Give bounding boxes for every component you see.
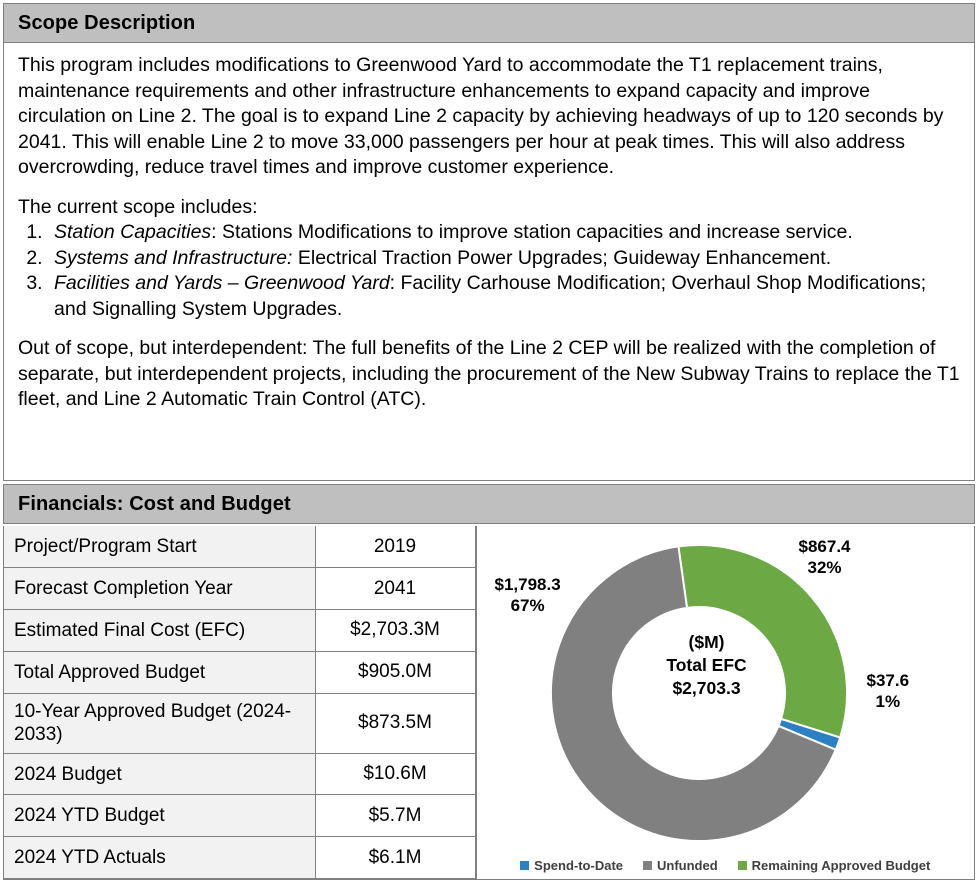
table-row — [4, 795, 475, 837]
financials-table — [4, 526, 476, 879]
scope-paragraph-1: This program includes modifications to Greenwood Yard to accommodate the T1 replacement trains, maintenance requirements and other infrastructure enhancements to expand capacity and improve circulation on Line 2. The goal is to expand Line 2 capacity by achieving headways of up to 120 seconds by 2041. This will enable Line 2 to move 33,000 passengers per hour at peak times. This will also address overcrowding, reduce travel times and improve customer experience. — [18, 54, 944, 178]
donut-label-value: $867.4 — [798, 537, 851, 556]
table-row — [4, 568, 475, 610]
donut-label-value: $1,798.3 — [494, 575, 561, 594]
donut-label-unfunded — [495, 574, 561, 616]
table-cell-value: 2041 — [315, 568, 475, 610]
scope-list-item-emphasis: Facilities and Yards – Greenwood Yard — [54, 272, 390, 294]
table-cell-label: Estimated Final Cost (EFC) — [4, 610, 315, 652]
scope-list-item — [48, 271, 960, 322]
legend-swatch-spend-to-date — [520, 861, 529, 870]
table-cell-value: $2,703.3M — [315, 610, 475, 652]
table-row — [4, 610, 475, 652]
table-cell-value: $6.1M — [315, 837, 475, 879]
legend-label-unfunded: Unfunded — [657, 858, 718, 873]
efc-donut-chart — [476, 526, 975, 879]
scope-description-header — [3, 3, 975, 43]
table-cell-value: 2019 — [315, 526, 475, 568]
table-row — [4, 693, 475, 753]
legend-swatch-unfunded — [643, 861, 652, 870]
table-cell-label: 2024 Budget — [4, 753, 315, 795]
table-row — [4, 837, 475, 879]
chart-legend — [477, 858, 975, 873]
scope-description-body — [3, 43, 975, 481]
table-row — [4, 651, 475, 693]
scope-list-item-text: : Facility Carhouse Modification; Overhaul Shop Modifications; and Signalling System Upgrades. — [54, 272, 927, 320]
table-row — [4, 753, 475, 795]
legend-item-unfunded — [643, 858, 718, 873]
scope-list-item-emphasis: Systems and Infrastructure: — [54, 246, 293, 269]
donut-center-total: $2,703.3 — [672, 678, 741, 698]
scope-list-item — [48, 220, 960, 246]
financials-header — [3, 484, 975, 524]
legend-label-remaining-approved-budget: Remaining Approved Budget — [751, 858, 931, 873]
legend-item-spend-to-date — [520, 858, 623, 873]
donut-label-percent: 1% — [875, 692, 901, 711]
table-cell-value: $5.7M — [315, 795, 475, 837]
donut-label-percent: 32% — [807, 558, 842, 577]
donut-label-remaining-approved-budget — [799, 536, 851, 578]
table-cell-label: 10-Year Approved Budget (2024-2033) — [4, 693, 315, 753]
scope-list-item-emphasis: Station Capacities — [54, 221, 212, 243]
table-cell-value: $10.6M — [315, 753, 475, 795]
scope-paragraph-2: Out of scope, but interdependent: The full benefits of the Line 2 CEP will be realized with the completion of separate, but interdependent projects, including the procurement of the New Subway Trains to replace the T1 fleet, and Line 2 Automatic Train Control (ATC). — [18, 337, 960, 410]
donut-label-spend-to-date — [867, 670, 910, 712]
table-cell-label: Total Approved Budget — [4, 651, 315, 693]
donut-center-caption: Total EFC — [666, 655, 747, 675]
donut-center-label — [622, 631, 792, 700]
table-cell-label: Forecast Completion Year — [4, 568, 315, 610]
scope-description-title: Scope Description — [18, 11, 196, 34]
scope-list-item-text: : Stations Modifications to improve station capacities and increase service. — [211, 221, 853, 243]
legend-swatch-remaining-approved-budget — [738, 861, 747, 870]
scope-list-item — [48, 246, 960, 272]
scope-list-intro: The current scope includes: — [18, 195, 258, 218]
financials-title: Financials: Cost and Budget — [18, 492, 291, 515]
donut-center-unit: ($M) — [688, 632, 725, 652]
table-cell-label: Project/Program Start — [4, 526, 315, 568]
table-cell-label: 2024 YTD Actuals — [4, 837, 315, 879]
scope-list-item-text: Electrical Traction Power Upgrades; Guideway Enhancement. — [292, 246, 832, 269]
donut-label-percent: 67% — [510, 596, 545, 615]
donut-label-value: $37.6 — [866, 671, 910, 690]
financials-body — [3, 526, 975, 880]
table-cell-label: 2024 YTD Budget — [4, 795, 315, 837]
legend-label-spend-to-date: Spend-to-Date — [534, 858, 624, 873]
scope-list — [18, 220, 960, 322]
table-cell-value: $905.0M — [315, 651, 475, 693]
legend-item-remaining-approved-budget — [738, 858, 931, 873]
table-cell-value: $873.5M — [315, 693, 475, 753]
table-row — [4, 526, 475, 568]
